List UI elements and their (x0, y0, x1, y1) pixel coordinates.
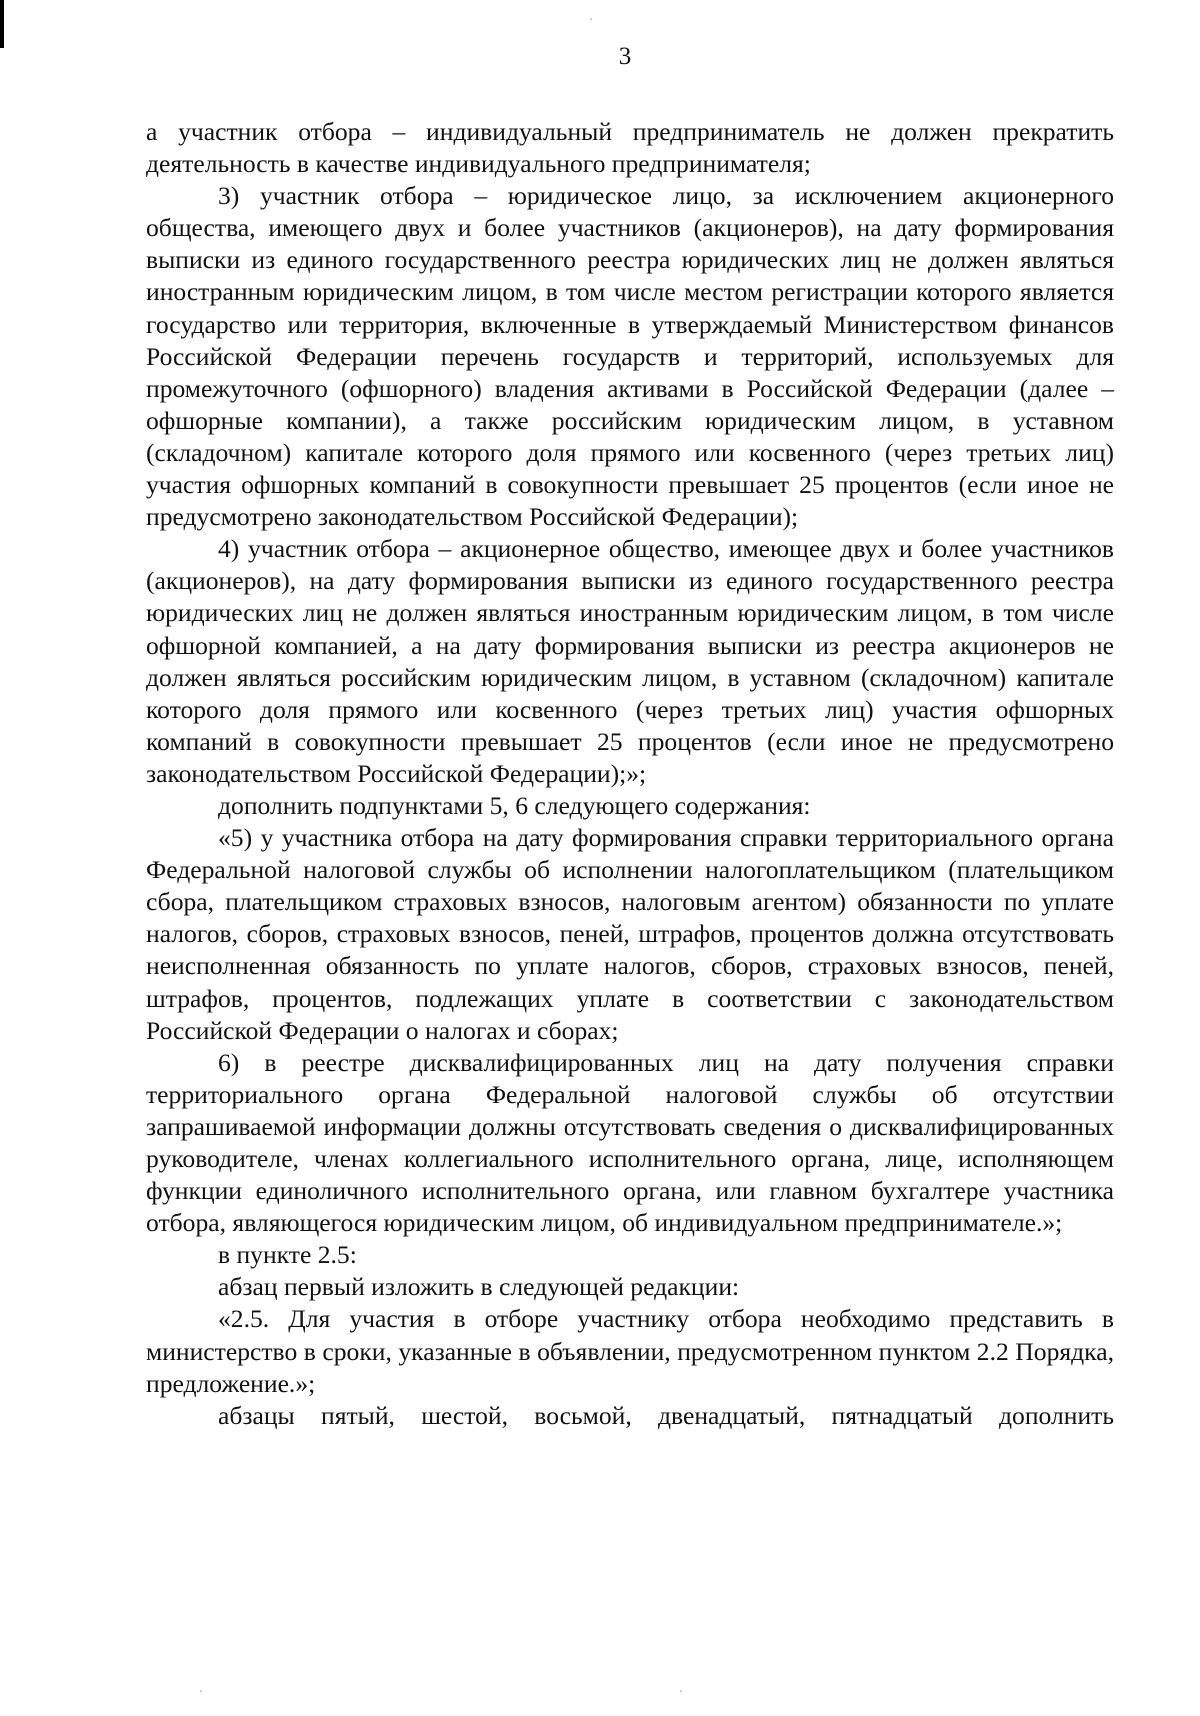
paragraph-1: а участник отбора – индивидуальный предприниматель не должен прекратить деятельность в качестве индивидуального предпринимателя; (146, 117, 1114, 179)
paragraph-2: 3) участник отбора – юридическое лицо, за исключением акционерного общества, имеющего двух и более участников (акционеров), на дату формирования выписки из единого государственного реестра юридических лиц не должен являться иностранным юридическим лицом, в том числе местом регистрации которого является государство или территория, включенные в утверждаемый Министерством финансов Российской Федерации перечень государств и территорий, используемых для промежуточного (офшорного) владения активами в Российской Федерации (далее – офшорные компании), а также российским юридическим лицом, в уставном (складочном) капитале которого доля прямого или косвенного (через третьих лиц) участия офшорных компаний в совокупности превышает 25 процентов (если иное не предусмотрено законодательством Российской Федерации); (146, 181, 1114, 532)
paragraph-10: абзацы пятый, шестой, восьмой, двенадцатый, пятнадцатый дополнить (218, 1400, 1114, 1430)
page-number: 3 (618, 43, 632, 70)
scan-speck (200, 1690, 202, 1692)
paragraph-7: в пункте 2.5: (218, 1240, 357, 1270)
paragraph-8: абзац первый изложить в следующей редакции: (218, 1272, 740, 1302)
paragraph-6: 6) в реестре дисквалифицированных лиц на дату получения справки территориального органа Федеральной налоговой службы об отсутствии запрашиваемой информации должны отсутствовать сведения о дисквалифицированных руководителе, членах коллегиального исполнительного органа, лице, исполняющем функции единоличного исполнительного органа, или главном бухгалтере участника отбора, являющегося юридическим лицом, об индивидуальном предпринимателе.»; (146, 1047, 1114, 1238)
paragraph-5: «5) у участника отбора на дату формирования справки территориального органа Федеральной налоговой службы об исполнении налогоплательщиком (плательщиком сбора, плательщиком страховых взносов, налоговым агентом) обязанности по уплате налогов, сборов, страховых взносов, пеней, штрафов, процентов должна отсутствовать неисполненная обязанность по уплате налогов, сборов, страховых взносов, пеней, штрафов, процентов, подлежащих уплате в соответствии с законодательством Российской Федерации о налогах и сборах; (146, 823, 1114, 1045)
paragraph-4: дополнить подпунктами 5, 6 следующего содержания: (218, 790, 811, 820)
paragraph-9: «2.5. Для участия в отборе участнику отбора необходимо представить в министерство в сроки, указанные в объявлении, предусмотренном пунктом 2.2 Порядка, предложение.»; (146, 1304, 1114, 1398)
paragraph-3: 4) участник отбора – акционерное общество, имеющее двух и более участников (акционеров), на дату формирования выписки из единого государственного реестра юридических лиц не должен являться иностранным юридическим лицом, в том числе офшорной компанией, а на дату формирования выписки из реестра акционеров не должен являться российским юридическим лицом, в уставном (складочном) капитале которого доля прямого или косвенного (через третьих лиц) участия офшорных компаний в совокупности превышает 25 процентов (если иное не предусмотрено законодательством Российской Федерации);»; (146, 534, 1114, 788)
document-body (146, 116, 1114, 1432)
scan-edge-mark (0, 0, 4, 48)
scan-speck (590, 18, 592, 20)
scan-speck (680, 1690, 682, 1692)
